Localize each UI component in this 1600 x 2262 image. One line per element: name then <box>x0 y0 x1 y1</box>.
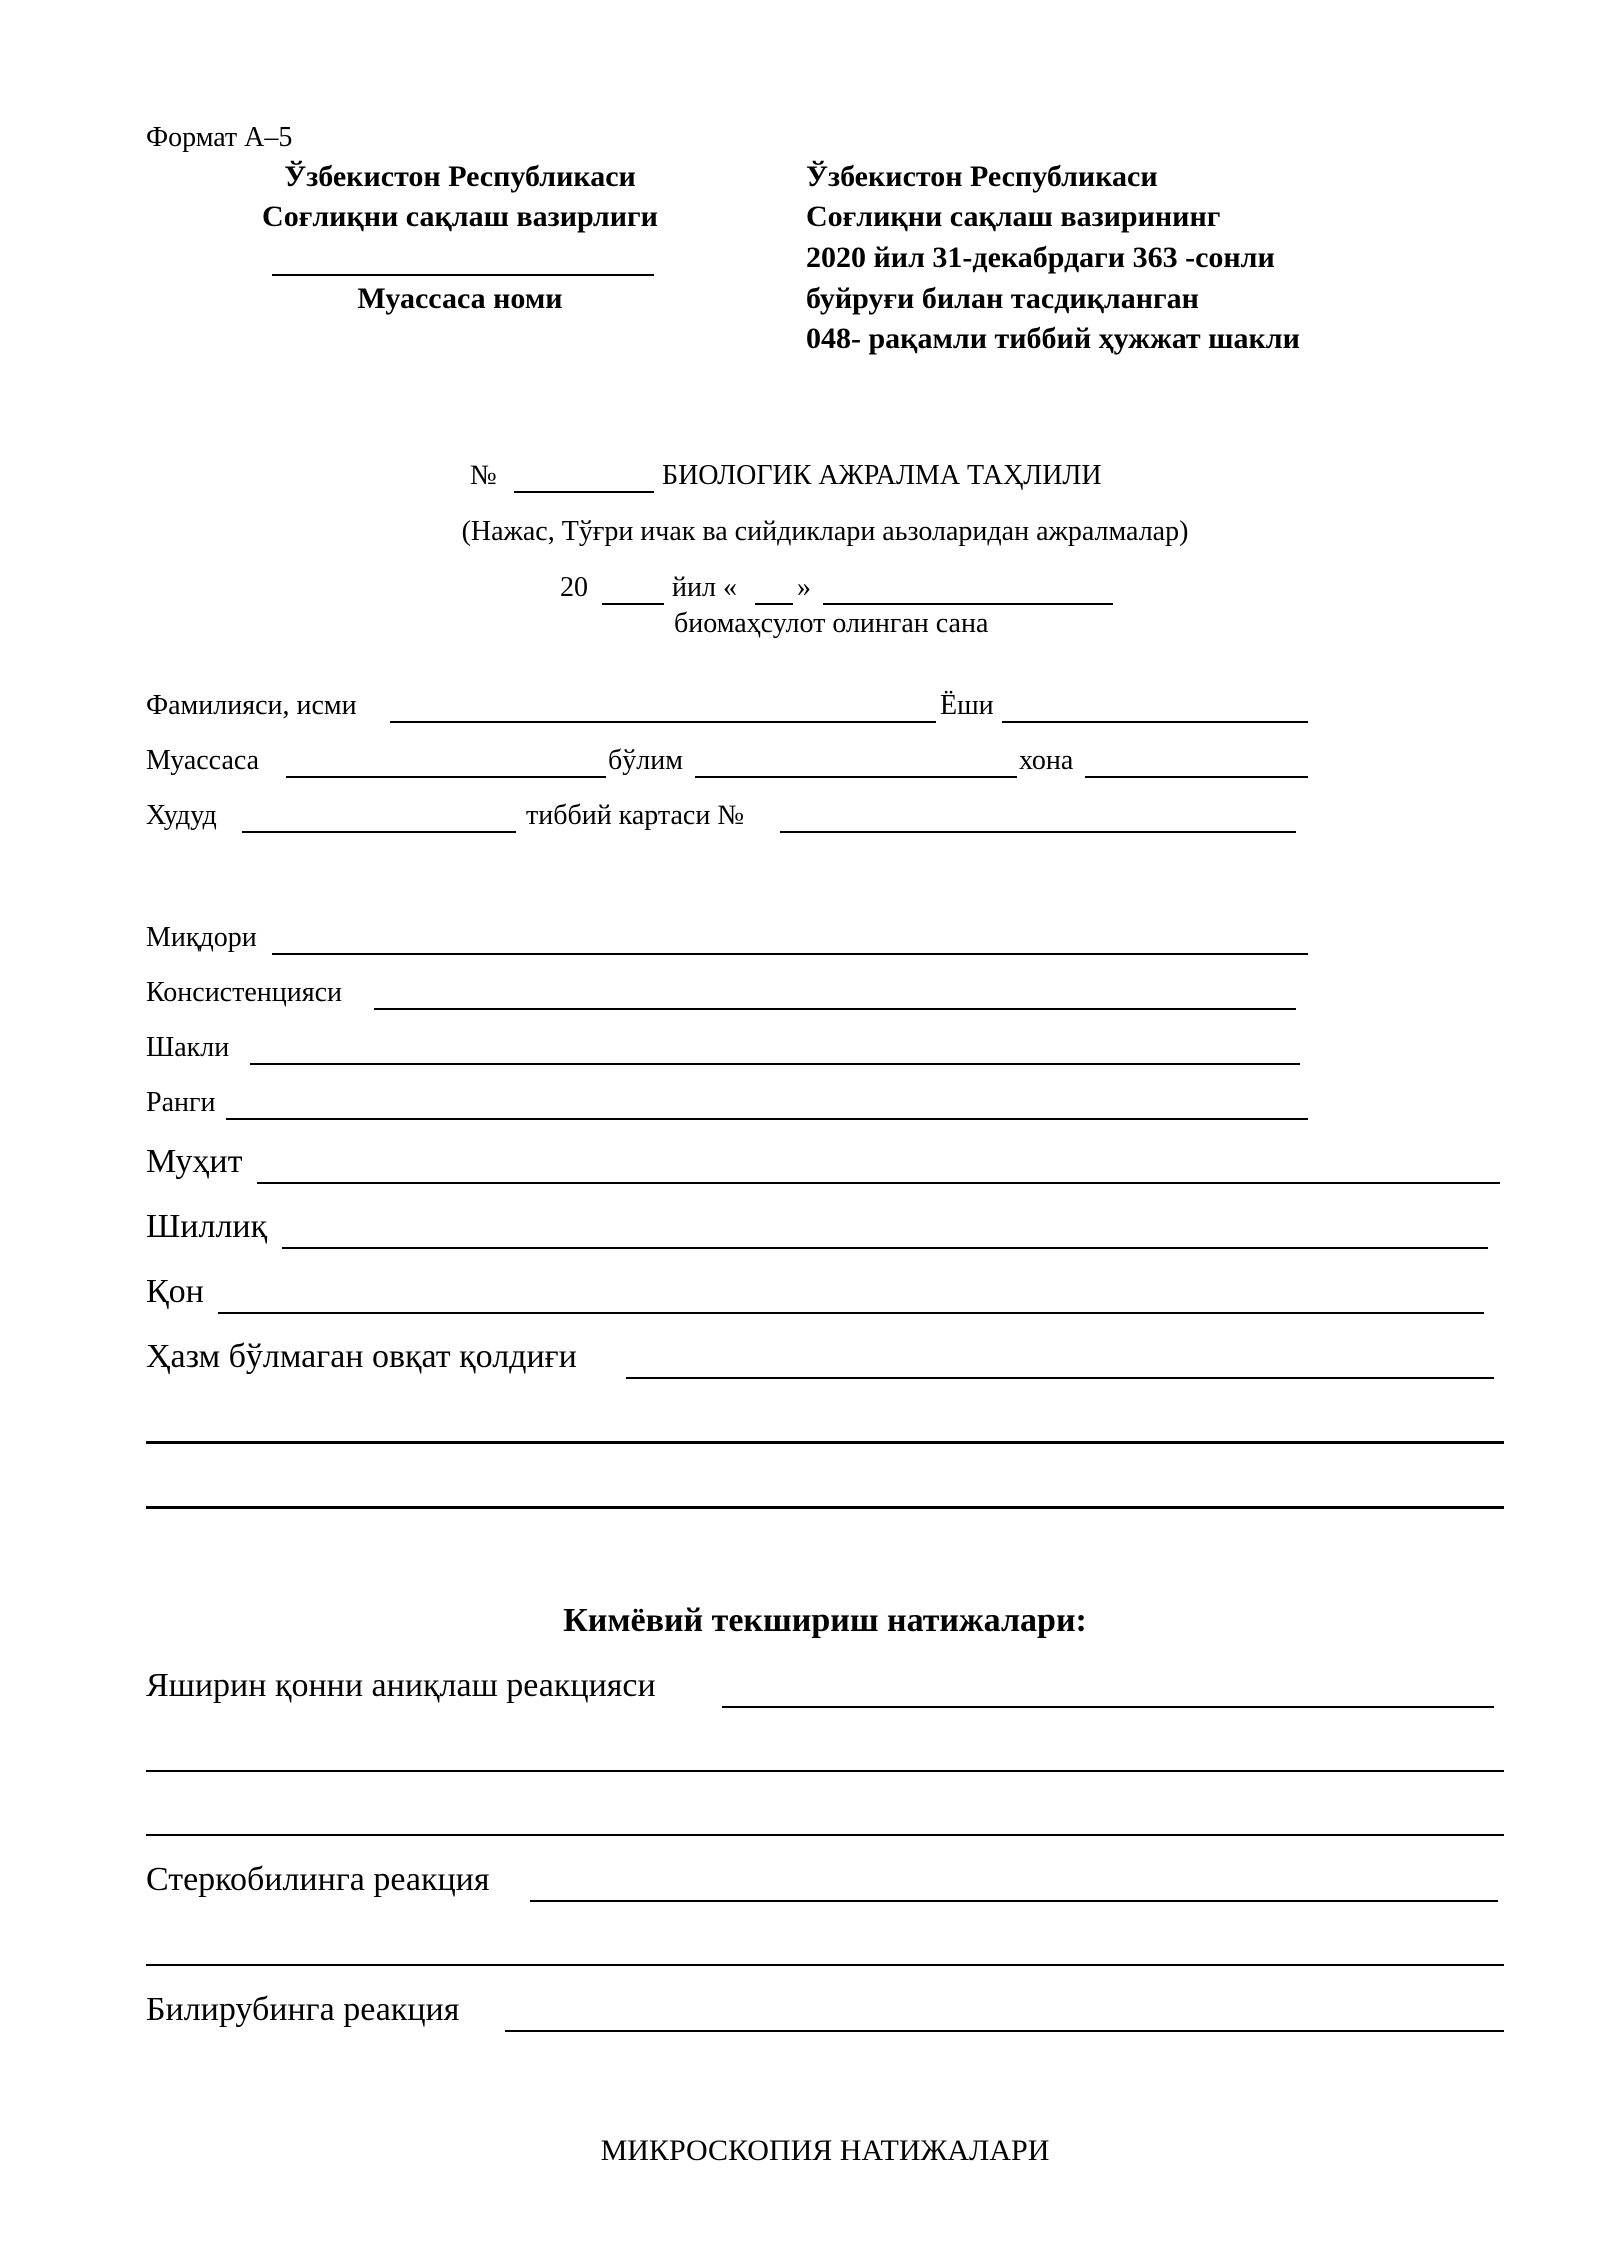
age-field[interactable] <box>1002 721 1308 723</box>
right-header-line2: Соғлиқни сақлаш вазирининг <box>806 200 1221 233</box>
card-label: тиббий картаси № <box>526 800 745 831</box>
mucus-field[interactable] <box>282 1247 1488 1249</box>
document-subtitle: (Нажас, Тўғри ичак ва сийдиклари аьзоларидан ажралмалар) <box>461 516 1189 547</box>
document-title: БИОЛОГИК АЖРАЛМА ТАҲЛИЛИ <box>662 460 1102 491</box>
date-year-field[interactable] <box>602 603 664 605</box>
shape-label: Шакли <box>146 1032 230 1063</box>
institution-name-line[interactable] <box>272 274 654 276</box>
color-label: Ранги <box>146 1087 216 1118</box>
quantity-label: Миқдори <box>146 922 257 953</box>
institution-field[interactable] <box>286 776 606 778</box>
right-header-line5: 048- рақамли тиббий ҳужжат шакли <box>806 322 1300 355</box>
date-day-field[interactable] <box>755 603 793 605</box>
consistency-field[interactable] <box>374 1008 1296 1010</box>
date-caption: биомаҳсулот олинган сана <box>674 608 989 639</box>
name-field[interactable] <box>390 721 936 723</box>
right-header-line1: Ўзбекистон Республикаси <box>806 160 1158 193</box>
department-field[interactable] <box>695 776 1017 778</box>
room-field[interactable] <box>1085 776 1308 778</box>
left-header-line1: Ўзбекистон Республикаси <box>284 160 636 193</box>
age-label: Ёши <box>940 690 994 721</box>
room-label: хона <box>1019 745 1074 776</box>
card-number-field[interactable] <box>780 831 1296 833</box>
undigested-food-label: Ҳазм бўлмаган овқат қолдиғи <box>146 1338 577 1375</box>
name-label: Фамилияси, исми <box>146 690 357 721</box>
shape-field[interactable] <box>250 1063 1300 1065</box>
occult-blood-line-2[interactable] <box>146 1770 1504 1772</box>
right-header-line4: буйруғи билан тасдиқланган <box>806 282 1199 315</box>
consistency-label: Консистенцияси <box>146 977 343 1008</box>
quantity-field[interactable] <box>272 953 1308 955</box>
extra-line-1[interactable] <box>146 1441 1504 1444</box>
region-label: Худуд <box>146 800 217 831</box>
date-close-quote: » <box>797 572 811 603</box>
occult-blood-label: Яширин қонни аниқлаш реакцияси <box>146 1667 656 1704</box>
mucus-label: Шиллиқ <box>146 1208 268 1245</box>
blood-field[interactable] <box>218 1312 1484 1314</box>
color-field[interactable] <box>226 1118 1308 1120</box>
stercobilin-label: Стеркобилинга реакция <box>146 1861 490 1898</box>
bilirubin-label: Билирубинга реакция <box>146 1991 460 2028</box>
medium-label: Муҳит <box>146 1143 243 1180</box>
region-field[interactable] <box>242 831 516 833</box>
format-label: Формат А–5 <box>146 122 293 153</box>
date-year-label: йил « <box>672 572 737 603</box>
extra-line-2[interactable] <box>146 1506 1504 1509</box>
undigested-food-field[interactable] <box>626 1377 1494 1379</box>
institution-caption: Муассаса номи <box>357 282 563 315</box>
stercobilin-field[interactable] <box>530 1900 1498 1902</box>
date-prefix: 20 <box>560 572 588 603</box>
institution-label: Муассаса <box>146 745 260 776</box>
occult-blood-line-3[interactable] <box>146 1834 1504 1836</box>
bilirubin-field[interactable] <box>505 2030 1504 2032</box>
medium-field[interactable] <box>257 1182 1500 1184</box>
analysis-number-field[interactable] <box>514 491 654 493</box>
right-header-line3: 2020 йил 31-декабрдаги 363 -сонли <box>806 241 1275 274</box>
stercobilin-line-2[interactable] <box>146 1964 1504 1966</box>
department-label: бўлим <box>608 745 683 776</box>
blood-label: Қон <box>146 1273 204 1310</box>
chemical-heading: Кимёвий текшириш натижалари: <box>563 1602 1087 1639</box>
microscopy-heading: МИКРОСКОПИЯ НАТИЖАЛАРИ <box>600 2134 1050 2167</box>
date-month-field[interactable] <box>823 603 1113 605</box>
occult-blood-field[interactable] <box>722 1706 1494 1708</box>
left-header-line2: Соғлиқни сақлаш вазирлиги <box>262 200 658 233</box>
number-sign: № <box>470 460 497 491</box>
